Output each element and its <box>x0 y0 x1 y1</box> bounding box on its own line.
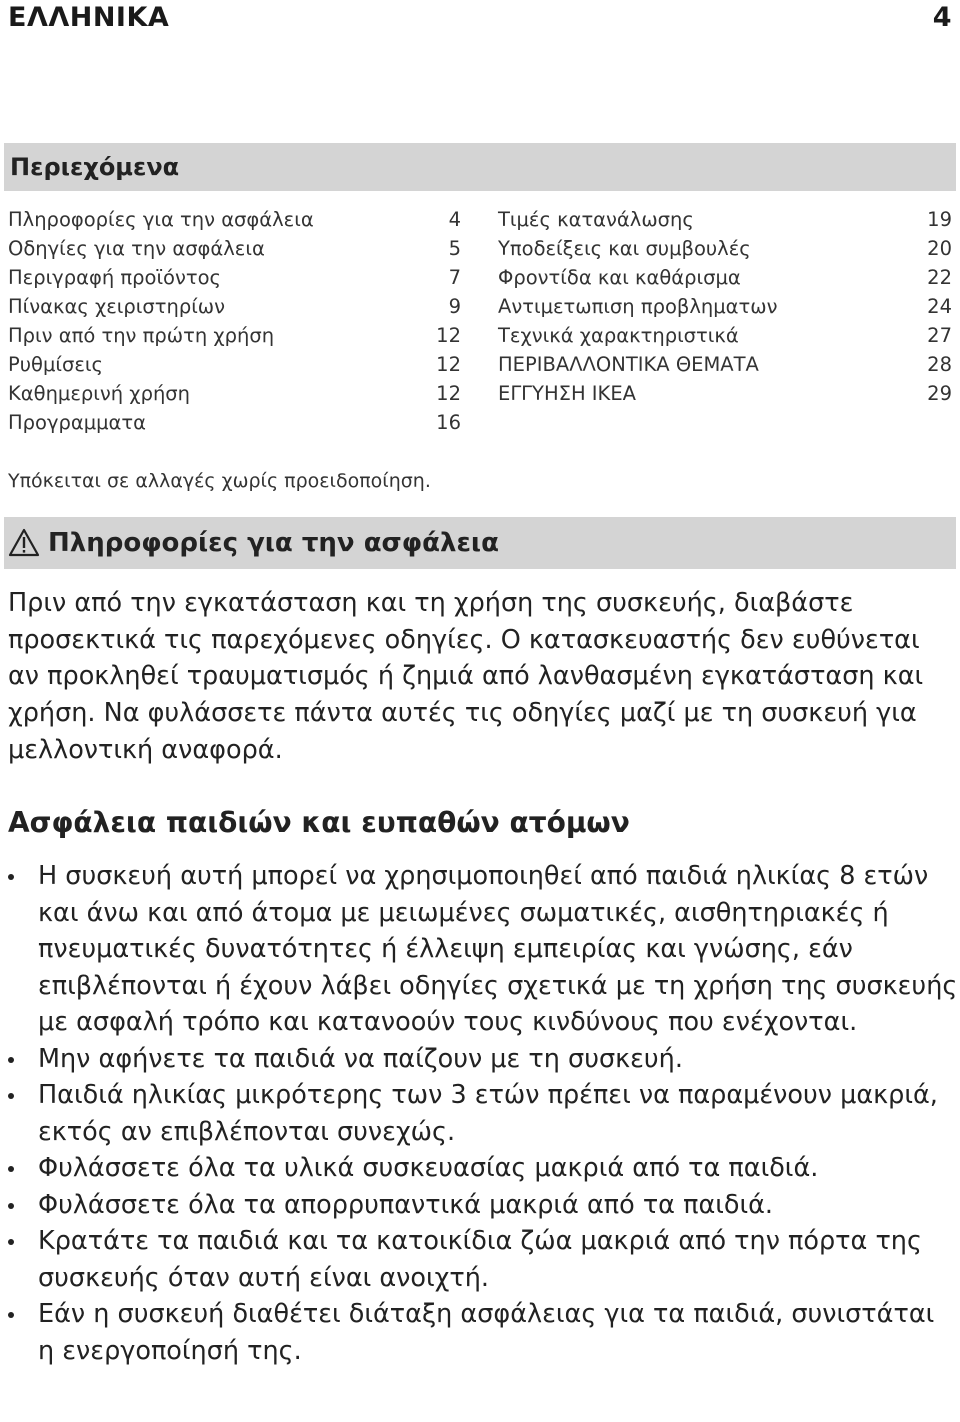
bullet-icon <box>8 1203 14 1209</box>
change-notice: Υπόκειται σε αλλαγές χωρίς προειδοποίηση. <box>8 470 431 492</box>
list-item <box>8 1041 958 1078</box>
list-item <box>8 1150 958 1187</box>
toc-entry-label: Ρυθμίσεις <box>8 353 103 376</box>
toc-entry[interactable] <box>8 263 461 292</box>
toc-entry[interactable] <box>8 321 461 350</box>
toc-entry-page: 4 <box>448 208 461 231</box>
page-number: 4 <box>932 1 952 33</box>
list-item-text: Μην αφήνετε τα παιδιά να παίζουν με τη συσκευή. <box>38 1043 683 1074</box>
toc-entry-page: 5 <box>448 237 461 260</box>
toc-entry-page: 19 <box>927 208 952 231</box>
bullet-icon <box>8 1166 14 1172</box>
toc-entry[interactable] <box>8 234 461 263</box>
toc-entry[interactable] <box>498 379 952 408</box>
toc-entry-label: Τιμές κατανάλωσης <box>498 208 694 231</box>
toc-entry[interactable] <box>8 379 461 408</box>
toc-entry-label: Καθημερινή χρήση <box>8 382 191 405</box>
toc-entry-page: 29 <box>927 382 952 405</box>
toc-entry-label: Περιγραφή προϊόντος <box>8 266 221 289</box>
toc-entry[interactable] <box>498 321 952 350</box>
list-item-text: Φυλάσσετε όλα τα απορρυπαντικά μακριά από τα παιδιά. <box>38 1189 774 1220</box>
toc-entry-page: 16 <box>436 411 461 434</box>
list-item-text: Παιδιά ηλικίας μικρότερης των 3 ετών πρέπει να παραμένουν μακριά, εκτός αν επιβλέπονται συνεχώς. <box>38 1080 938 1147</box>
toc-entry-page: 24 <box>927 295 952 318</box>
toc-entry-label: ΕΓΓΥΗΣΗ IKEA <box>498 382 637 405</box>
toc-entry-label: Οδηγίες για την ασφάλεια <box>8 237 265 260</box>
toc-entry-page: 20 <box>927 237 952 260</box>
toc-entry[interactable] <box>8 350 461 379</box>
list-item <box>8 1077 958 1150</box>
list-item <box>8 1187 958 1224</box>
toc-entry[interactable] <box>498 205 952 234</box>
toc-entry-page: 12 <box>436 353 461 376</box>
toc-entry[interactable] <box>8 408 461 437</box>
safety-intro: Πριν από την εγκατάσταση και τη χρήση της συσκευής, διαβάστε προσεκτικά τις παρεχόμενες οδηγίες. Ο κατασκευαστής δεν ευθύνεται αν προκληθεί τραυματισμός ή ζημιά από λανθασμένη εγκατάσταση και χρήση. Να φυλάσσετε πάντα αυτές τις οδηγίες μαζί με τη συσκευή για μελλοντική αναφορά. <box>8 588 924 765</box>
list-item <box>8 858 958 1041</box>
language-label: ΕΛΛΗΝΙΚΑ <box>8 1 170 33</box>
toc-entry[interactable] <box>8 205 461 234</box>
toc-entry-label: Υποδείξεις και συμβουλές <box>498 237 751 260</box>
child-safety-list <box>8 858 958 1369</box>
toc-entry-page: 12 <box>436 324 461 347</box>
bullet-icon <box>8 1312 14 1318</box>
toc-entry[interactable] <box>498 350 952 379</box>
toc-entry[interactable] <box>498 263 952 292</box>
toc-entry-label: Προγραμματα <box>8 411 147 434</box>
bullet-icon <box>8 874 14 880</box>
toc-entry-page: 28 <box>927 353 952 376</box>
toc-entry-label: Πριν από την πρώτη χρήση <box>8 324 275 347</box>
bullet-icon <box>8 1239 14 1245</box>
toc-entry-label: Φροντίδα και καθάρισμα <box>498 266 741 289</box>
toc-left-column <box>8 205 461 437</box>
toc-entry-page: 9 <box>448 295 461 318</box>
toc-heading-bar <box>4 143 956 191</box>
toc-right-column <box>498 205 952 408</box>
safety-title: Πληροφορίες για την ασφάλεια <box>48 528 499 558</box>
list-item-text: Η συσκευή αυτή μπορεί να χρησιμοποιηθεί από παιδιά ηλικίας 8 ετών και άνω και από άτομα με μειωμένες σωματικές, αισθητηριακές ή πνευματικές δυνατότητες ή έλλειψη εμπειρίας και γνώσης, εάν επιβλέπονται ή έχουν λάβει οδηγίες σχετικά με τη χρήση της συσκευής με ασφαλή τρόπο και κατανοούν τους κινδύνους που ενέχονται. <box>38 861 958 1037</box>
bullet-icon <box>8 1057 14 1063</box>
list-item <box>8 1296 958 1369</box>
child-safety-heading: Ασφάλεια παιδιών και ευπαθών ατόμων <box>8 806 630 839</box>
toc-entry-label: Αντιμετωπιση προβληματων <box>498 295 778 318</box>
safety-heading-bar <box>4 517 956 569</box>
toc-entry-label: Τεχνικά χαρακτηριστικά <box>498 324 739 347</box>
page-header <box>8 0 952 34</box>
toc-entry-page: 7 <box>448 266 461 289</box>
toc-title: Περιεχόμενα <box>10 153 180 181</box>
list-item <box>8 1223 958 1296</box>
bullet-icon <box>8 1093 14 1099</box>
list-item-text: Φυλάσσετε όλα τα υλικά συσκευασίας μακριά από τα παιδιά. <box>38 1153 819 1183</box>
toc-entry-page: 12 <box>436 382 461 405</box>
toc-entry-label: Πίνακας χειριστηρίων <box>8 295 226 318</box>
toc-entry[interactable] <box>498 292 952 321</box>
list-item-text: Κρατάτε τα παιδιά και τα κατοικίδια ζώα μακριά από την πόρτα της συσκευής όταν αυτή είναι ανοιχτή. <box>38 1226 922 1293</box>
toc-entry-page: 22 <box>927 266 952 289</box>
toc-entry-page: 27 <box>927 324 952 347</box>
warning-triangle-icon <box>8 528 40 558</box>
list-item-text: Εάν η συσκευή διαθέτει διάταξη ασφάλειας για τα παιδιά, συνιστάται η ενεργοποίησή της. <box>38 1299 935 1366</box>
toc-entry[interactable] <box>498 234 952 263</box>
toc-entry[interactable] <box>8 292 461 321</box>
toc-entry-label: Πληροφορίες για την ασφάλεια <box>8 208 314 231</box>
toc-entry-label: ΠΕΡΙΒΑΛΛΟΝΤΙΚΑ ΘΕΜΑΤΑ <box>498 353 759 376</box>
